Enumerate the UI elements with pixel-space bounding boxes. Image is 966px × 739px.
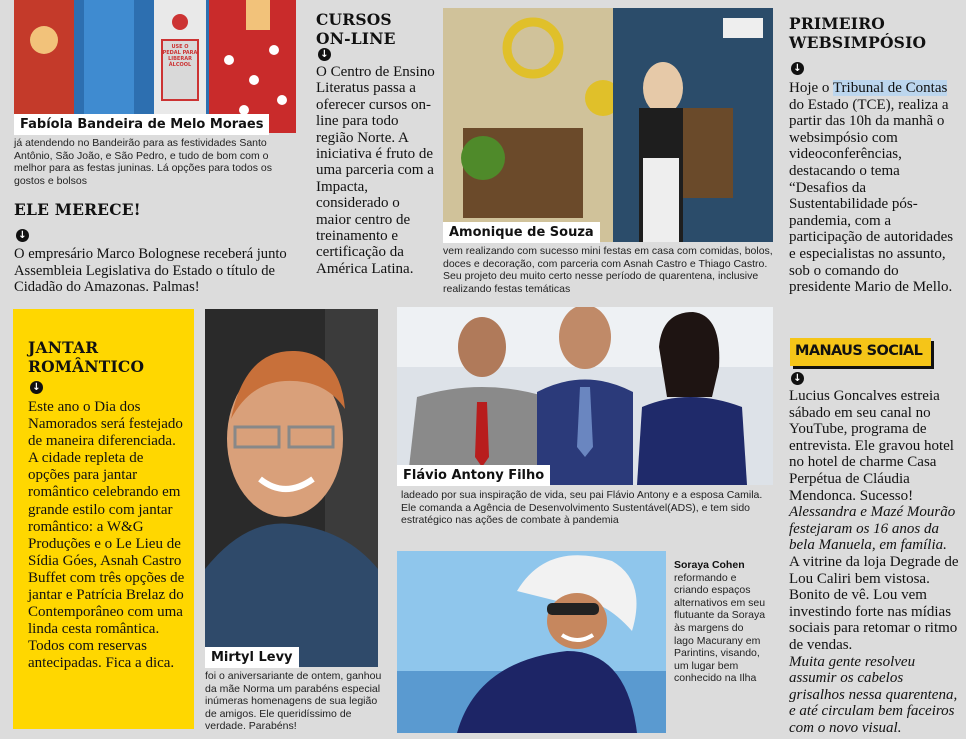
jantar-heading (28, 338, 144, 376)
websimposio-heading-line1: PRIMEIRO (789, 14, 885, 33)
mirtyl-caption-name: Mirtyl Levy (205, 647, 299, 668)
manaus-social-badge (790, 338, 931, 366)
ele-merece-heading: ELE MERECE! (14, 200, 141, 219)
manaus-social-p3: A vitrine da loja Degrade de Lou Caliri bem vistosa. Bonito de vê. Lou vem investindo forte nas mídias sociais para retomar o ritmo de vendas. (789, 553, 959, 653)
amonique-caption-name: Amonique de Souza (443, 222, 600, 243)
websimposio-body (789, 80, 959, 296)
ele-merece-body: O empresário Marco Bolognese receberá junto Assembleia Legislativa do Estado o título de Cidadão do Amazonas. Palmas! (14, 246, 287, 296)
websimposio-heading (789, 14, 926, 52)
flavio-photo (397, 307, 773, 485)
websimposio-heading-line2: WEBSIMPÓSIO (789, 33, 927, 52)
cursos-heading (316, 10, 396, 48)
manaus-social-p4: Muita gente resolveu assumir os cabelos grisalhos nessa quarentena, e até circulam bem faceiros com o novo visual. (789, 653, 958, 736)
soraya-photo (397, 551, 666, 733)
flavio-caption-text: ladeado por sua inspiração de vida, seu pai Flávio Antony e a esposa Camila. Ele comanda a Agência de Desenvolvimento Sustentável(ADS), e tem sido estratégico nas ações de combate à pandemia (401, 489, 763, 527)
soraya-caption (674, 559, 766, 685)
jantar-heading-line1: JANTAR (28, 338, 99, 357)
websimposio-body-before: Hoje o (789, 80, 833, 96)
manaus-social-body (789, 388, 961, 736)
arrow-down-circle-icon: ↓ (791, 372, 804, 385)
arrow-down-circle-icon: ↓ (791, 62, 804, 75)
cursos-heading-line1: CURSOS (316, 10, 392, 29)
websimposio-body-after: do Estado (TCE), realiza a partir das 10h da manhã o websimpósio com videoconferências, destacando o tema “Desafios da Sustentabilidade pós-pandemia, com a participação de autoridades e especialistas no assunto, sob o comando do presidente Mario de Mello. (789, 96, 954, 296)
arrow-down-circle-icon: ↓ (318, 48, 331, 61)
amonique-caption-text: vem realizando com sucesso mini festas em casa com comidas, bolos, doces e decoração, com parceria com Asnah Castro e Thiago Castro. Seu projeto deu muito certo nesse período de quarentena, inclusive realizando festas temáticas (443, 245, 773, 295)
websimposio-highlight: Tribunal de Contas (832, 80, 948, 96)
cursos-body: O Centro de Ensino Literatus passa a oferecer cursos on-line para todo região Norte. A iniciativa é fruto de uma parceria com a Impacta, considerado o maior centro de treinamento e certificação da América Latina. (316, 64, 435, 277)
manaus-social-p2: Alessandra e Mazé Mourão festejaram os 16 anos da bela Manuela, em família. (789, 504, 956, 554)
arrow-down-circle-icon: ↓ (16, 229, 29, 242)
mirtyl-photo (205, 309, 378, 667)
cursos-heading-line2: ON-LINE (316, 29, 396, 48)
fabiola-caption-name: Fabíola Bandeira de Melo Moraes (14, 114, 269, 135)
amonique-photo (443, 8, 773, 242)
arrow-down-circle-icon: ↓ (30, 381, 43, 394)
soraya-caption-text: reformando e criando espaços alternativos em seu flutuante da Soraya às margens do lago Macurany em Parintins, visando, um lugar bem conhecido na Ilha (674, 571, 766, 685)
mirtyl-caption-text: foi o aniversariante de ontem, ganhou da mãe Norma um parabéns especial inúmeras homenagens de sua legião de amigos. Ele queridíssimo de verdade. Parabéns! (205, 670, 382, 733)
manaus-social-title: MANAUS SOCIAL (795, 343, 923, 359)
jantar-heading-line2: ROMÂNTICO (28, 357, 145, 376)
pedal-sign-text: USE O PEDAL PARA LIBERAR ÁLCOOL (162, 44, 198, 68)
jantar-body: Este ano o Dia dos Namorados será festejado de maneira diferenciada. A cidade repleta de opções para jantar romântico celebrando em grande estilo com jantar romântico: a W&G Produções e o Le Lieu de Sídia Góes, Asnah Castro Buffet com três opções de jantar e Patrícia Brelaz do Contemporâneo com uma linda cesta romântica. Todos com reservas antecipadas. Fica a dica. (28, 399, 185, 672)
soraya-name: Soraya Cohen (674, 559, 745, 571)
manaus-social-p1: Lucius Goncalves estreia sábado em seu canal no YouTube, programa de entrevista. Ele gravou hotel no hotel de charme Casa Perpétua de Cláudia Mendonca. Sucesso! (789, 388, 954, 504)
fabiola-caption-text: já atendendo no Bandeirão para as festividades Santo Antônio, São João, e São Pedro, e tudo de bom com o melhor para as festas juninas. Lá opções para todos os gostos e bolsos (14, 137, 272, 187)
flavio-caption-name: Flávio Antony Filho (397, 465, 550, 486)
